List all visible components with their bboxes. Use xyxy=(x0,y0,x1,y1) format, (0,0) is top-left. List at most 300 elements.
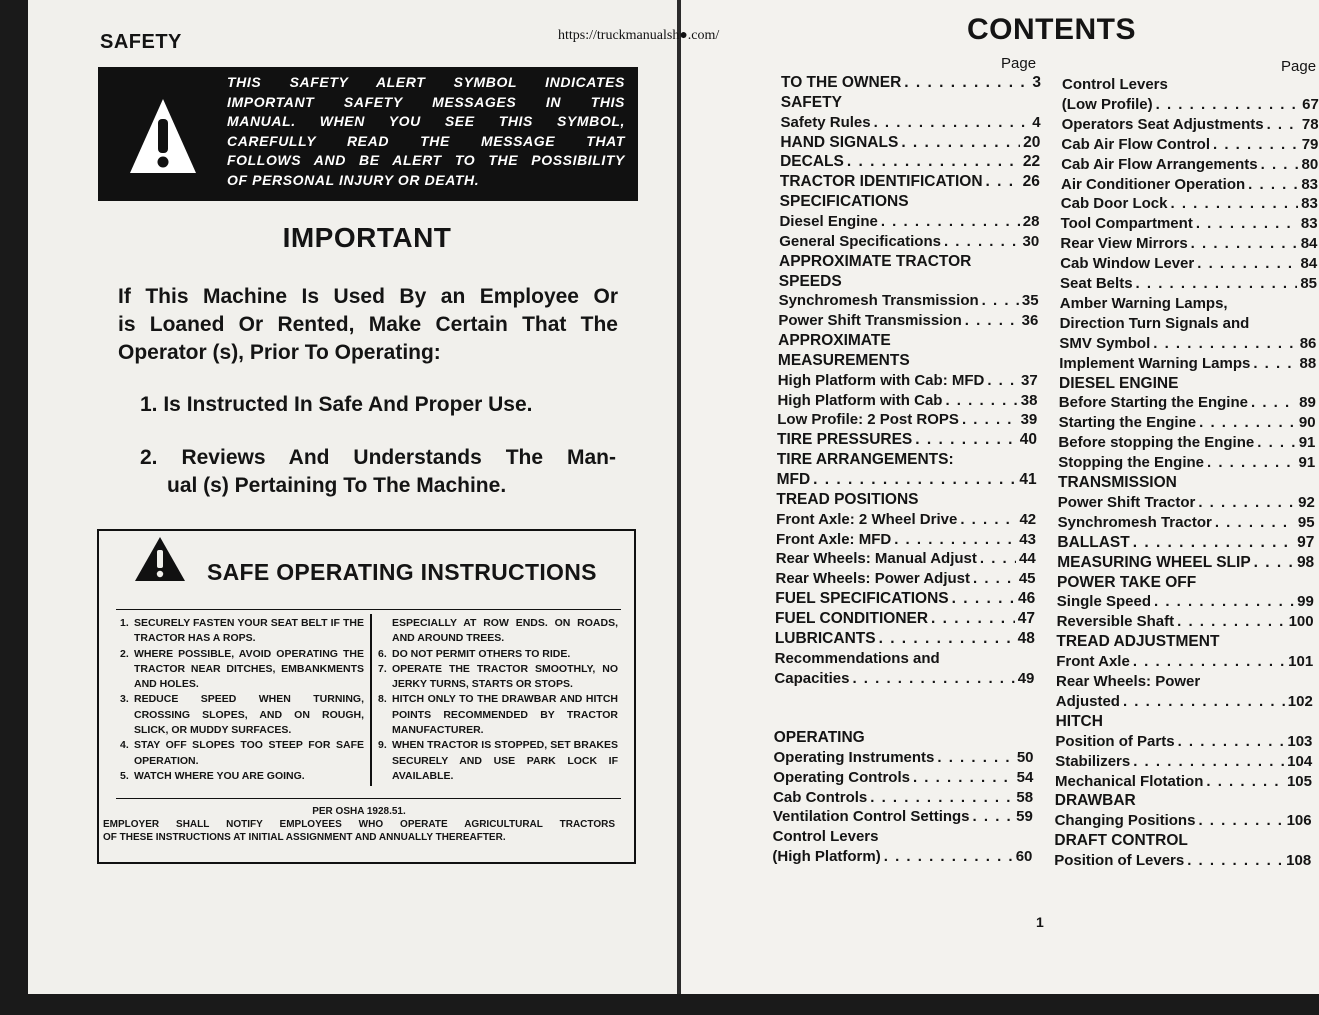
entry-title: Position of Levers xyxy=(1054,852,1185,870)
contents-entry xyxy=(778,311,1038,331)
safety-rule xyxy=(378,616,618,647)
dot-leader xyxy=(982,291,1019,311)
safety-rule xyxy=(120,738,364,769)
entry-page-number: 3 xyxy=(1032,74,1041,91)
contents-entry xyxy=(777,410,1037,430)
rule-number: 1. xyxy=(120,617,129,629)
entry-page-number: 88 xyxy=(1299,354,1317,372)
dot-leader xyxy=(1198,811,1283,831)
entry-page-number: 44 xyxy=(1019,550,1036,568)
safe-operating-title: SAFE OPERATING INSTRUCTIONS xyxy=(207,559,597,585)
dot-leader xyxy=(1191,234,1298,254)
entry-page-number: 97 xyxy=(1297,533,1315,551)
dot-leader xyxy=(874,113,1030,133)
entry-title: HAND SIGNALS xyxy=(780,133,899,151)
osha-footer xyxy=(103,805,615,844)
contents-entry xyxy=(1057,592,1314,612)
entry-title: FUEL CONDITIONER xyxy=(775,609,929,627)
contents-entry xyxy=(777,450,1037,470)
contents-entry xyxy=(774,669,1034,689)
entry-title: TREAD POSITIONS xyxy=(776,490,919,508)
dot-leader xyxy=(1154,592,1294,612)
page-header: SAFETY xyxy=(100,31,182,53)
dot-leader xyxy=(973,807,1014,827)
entry-title: Rear Wheels: Power Adjust xyxy=(775,570,970,588)
dot-leader xyxy=(915,430,1017,450)
contents-entry xyxy=(1055,732,1312,752)
entry-title: Direction Turn Signals and xyxy=(1059,314,1250,332)
safety-rule xyxy=(378,692,618,738)
column-divider xyxy=(370,614,372,786)
contents-entry xyxy=(773,768,1033,788)
entry-title: DRAFT CONTROL xyxy=(1054,832,1188,850)
entry-title: Mechanical Flotation xyxy=(1055,772,1204,790)
rule-number: 6. xyxy=(378,647,387,660)
contents-entry xyxy=(1055,772,1312,792)
contents-entry xyxy=(1058,513,1315,533)
entry-title: Low Profile: 2 Post ROPS xyxy=(777,411,959,429)
entry-title: Before Starting the Engine xyxy=(1058,394,1248,412)
intro-line: If This Machine Is Used By an Employee Or xyxy=(118,285,618,308)
entry-title: Operators Seat Adjustments xyxy=(1061,115,1264,133)
entry-title: APPROXIMATE TRACTOR xyxy=(779,252,972,270)
contents-entry xyxy=(1055,791,1312,811)
entry-page-number: 39 xyxy=(1020,411,1038,429)
contents-entry xyxy=(1055,811,1312,831)
entry-page-number: 91 xyxy=(1298,454,1316,472)
contents-entry xyxy=(776,549,1036,569)
contents-entry xyxy=(774,748,1034,768)
contents-entry xyxy=(779,272,1039,292)
rule-text: WHERE POSSIBLE, AVOID OPERATING THE TRACTOR NEAR DITCHES, EMBANKMENTS AND HOLES. xyxy=(134,647,364,691)
dot-leader xyxy=(1187,851,1283,871)
alert-line: IMPORTANT SAFETY MESSAGES IN THIS xyxy=(227,93,625,110)
entry-page-number: 78 xyxy=(1301,115,1319,133)
entry-title: Tool Compartment xyxy=(1060,215,1193,233)
rules-right-column xyxy=(378,616,618,784)
contents-entry xyxy=(1054,831,1311,851)
entry-page-number: 83 xyxy=(1301,195,1318,213)
entry-title: Capacities xyxy=(774,669,850,687)
dot-leader xyxy=(1261,155,1299,175)
dot-leader xyxy=(1170,194,1298,214)
rule-text: SECURELY FASTEN YOUR SEAT BELT IF THE TRACTOR HAS A ROPS. xyxy=(134,617,364,645)
entry-title: POWER TAKE OFF xyxy=(1057,573,1197,591)
entry-title: TO THE OWNER xyxy=(781,74,902,91)
entry-title: MFD xyxy=(776,471,811,488)
entry-page-number: 38 xyxy=(1020,391,1038,409)
contents-entry xyxy=(1054,851,1311,871)
bottom-edge xyxy=(0,994,1319,1015)
intro-paragraph xyxy=(118,283,618,367)
contents-entry xyxy=(773,827,1033,847)
entry-page-number: 100 xyxy=(1288,613,1314,631)
safe-operating-rules xyxy=(116,609,621,799)
entry-title: Air Conditioner Operation xyxy=(1061,175,1246,193)
contents-entry xyxy=(1057,553,1314,573)
entry-page-number: 28 xyxy=(1022,212,1040,230)
entry-page-number: 79 xyxy=(1301,135,1319,153)
safety-rule xyxy=(120,769,364,784)
safety-rule xyxy=(378,647,618,662)
contents-entry xyxy=(775,629,1035,649)
entry-title: Operating Controls xyxy=(773,768,910,786)
contents-entry xyxy=(1059,413,1316,433)
alert-text xyxy=(227,73,625,190)
rule-number: 9. xyxy=(378,739,387,752)
contents-entry xyxy=(776,510,1036,530)
page-number: 1 xyxy=(1036,914,1044,930)
intro-line: Operator (s), Prior To Operating: xyxy=(118,341,441,364)
dot-leader xyxy=(1215,513,1295,533)
rule-text: WHEN TRACTOR IS STOPPED, SET BRAKES SECURELY AND USE PARK LOCK IF AVAILABLE. xyxy=(392,739,618,782)
dot-leader xyxy=(1133,652,1285,672)
dot-leader xyxy=(1199,413,1296,433)
entry-title: Single Speed xyxy=(1056,593,1151,611)
dot-leader xyxy=(1251,393,1296,413)
dot-leader xyxy=(1133,533,1294,553)
contents-entry xyxy=(1058,473,1315,493)
dot-leader xyxy=(973,569,1016,589)
contents-entry xyxy=(776,530,1036,550)
entry-page-number: 60 xyxy=(1015,848,1033,866)
important-heading: IMPORTANT xyxy=(282,222,452,253)
contents-entry xyxy=(1059,334,1316,354)
dot-leader xyxy=(884,847,1013,867)
rule-number xyxy=(378,616,392,647)
dot-leader xyxy=(1207,453,1295,473)
entry-title: Starting the Engine xyxy=(1058,414,1197,432)
contents-entry xyxy=(1058,433,1315,453)
entry-page-number: 30 xyxy=(1022,232,1040,250)
entry-title: Amber Warning Lamps, xyxy=(1059,294,1228,312)
entry-title: Adjusted xyxy=(1055,692,1120,710)
entry-page-number: 58 xyxy=(1016,788,1034,806)
contents-entry xyxy=(775,649,1035,669)
entry-title: Diesel Engine xyxy=(779,212,878,230)
entry-title: Stabilizers xyxy=(1055,752,1131,770)
dot-leader xyxy=(1196,214,1298,234)
dot-leader xyxy=(980,549,1016,569)
contents-entry xyxy=(779,232,1039,252)
contents-entry xyxy=(779,212,1039,232)
entry-title: General Specifications xyxy=(779,232,941,250)
entry-page-number: 22 xyxy=(1022,153,1041,171)
contents-entry xyxy=(1056,672,1313,692)
intro-line: is Loaned Or Rented, Make Certain That The xyxy=(118,313,618,336)
contents-entry xyxy=(1056,632,1313,652)
entry-title: Front Axle: MFD xyxy=(775,530,892,548)
dot-leader xyxy=(1206,772,1284,792)
entry-title: Control Levers xyxy=(772,828,879,846)
entry-page-number: 59 xyxy=(1016,808,1033,826)
dot-leader xyxy=(945,391,1017,411)
contents-entry xyxy=(778,371,1038,391)
alert-line: MANUAL. WHEN YOU SEE THIS SYMBOL, xyxy=(227,113,625,129)
entry-title: High Platform with Cab: MFD xyxy=(777,371,985,389)
entry-title: Front Axle: 2 Wheel Drive xyxy=(776,510,958,528)
entry-title: Cab Window Lever xyxy=(1060,255,1195,273)
entry-page-number: 84 xyxy=(1300,235,1318,253)
contents-entry xyxy=(772,847,1032,867)
dot-leader xyxy=(881,212,1020,232)
safety-rule xyxy=(120,692,364,738)
dot-leader xyxy=(960,510,1016,530)
entry-page-number: 47 xyxy=(1017,609,1036,627)
entry-title: DECALS xyxy=(780,153,844,171)
contents-entry xyxy=(775,609,1035,629)
entry-title: Cab Air Flow Arrangements xyxy=(1061,155,1258,173)
dot-leader xyxy=(1177,612,1285,632)
entry-title: Power Shift Tractor xyxy=(1057,493,1196,511)
contents-entry xyxy=(1056,652,1313,672)
entry-title: Cab Controls xyxy=(773,788,868,806)
entry-title: Before stopping the Engine xyxy=(1058,434,1255,452)
entry-page-number: 45 xyxy=(1018,570,1036,588)
rule-number: 4. xyxy=(120,739,129,752)
step-1: 1. Is Instructed In Safe And Proper Use. xyxy=(140,393,533,416)
dot-leader xyxy=(913,768,1014,788)
entry-title: (Low Profile) xyxy=(1061,95,1153,113)
safety-alert-box xyxy=(98,67,638,201)
entry-title: (High Platform) xyxy=(772,848,881,866)
contents-entry xyxy=(1055,752,1312,772)
entry-title: Rear Wheels: Power xyxy=(1056,673,1201,690)
entry-page-number: 41 xyxy=(1019,471,1037,488)
osha-line: EMPLOYER SHALL NOTIFY EMPLOYEES WHO OPERATE AGRICULTURAL TRACTORS xyxy=(103,819,615,830)
dot-leader xyxy=(852,669,1014,689)
entry-page-number: 37 xyxy=(1021,371,1038,389)
dot-leader xyxy=(962,410,1018,430)
entry-title: Synchromesh Tractor xyxy=(1057,513,1212,531)
entry-title: DIESEL ENGINE xyxy=(1059,374,1179,392)
entry-title: Ventilation Control Settings xyxy=(772,808,970,826)
entry-title: Synchromesh Transmission xyxy=(778,292,979,310)
dot-leader xyxy=(1197,254,1297,274)
entry-page-number: 104 xyxy=(1287,752,1313,770)
osha-line: PER OSHA 1928.51. xyxy=(312,806,406,817)
entry-page-number: 83 xyxy=(1300,215,1318,233)
entry-page-number: 108 xyxy=(1286,852,1312,870)
dot-leader xyxy=(952,589,1015,609)
entry-title: Changing Positions xyxy=(1054,812,1196,830)
rule-number: 2. xyxy=(120,647,129,660)
dot-leader xyxy=(1178,732,1285,752)
contents-entry xyxy=(1062,115,1319,135)
contents-entry xyxy=(776,490,1036,510)
dot-leader xyxy=(1257,433,1295,453)
dot-leader xyxy=(965,311,1019,331)
dot-leader xyxy=(1156,95,1299,115)
entry-page-number: 26 xyxy=(1022,173,1040,191)
osha-line: OF THESE INSTRUCTIONS AT INITIAL ASSIGNMENT AND ANNUALLY THEREAFTER. xyxy=(103,832,506,843)
contents-entry xyxy=(1061,175,1318,195)
contents-entry xyxy=(1060,314,1317,334)
entry-title: Operating Instruments xyxy=(773,748,935,766)
entry-title: Stopping the Engine xyxy=(1058,454,1205,472)
contents-entry xyxy=(781,113,1041,133)
dot-leader xyxy=(1213,135,1299,155)
entry-page-number: 46 xyxy=(1018,590,1036,608)
entry-page-number: 84 xyxy=(1300,255,1318,273)
dot-leader xyxy=(1248,175,1298,195)
contents-entry xyxy=(775,589,1035,609)
entry-page-number: 98 xyxy=(1296,553,1315,571)
contents-entry xyxy=(778,351,1038,371)
dot-leader xyxy=(1133,752,1284,772)
dot-leader xyxy=(987,371,1018,391)
rule-text: HITCH ONLY TO THE DRAWBAR AND HITCH POINTS RECOMMENDED BY TRACTOR MANUFACTURER. xyxy=(392,693,618,737)
rule-text: DO NOT PERMIT OTHERS TO RIDE. xyxy=(392,647,571,660)
contents-entry xyxy=(777,430,1037,450)
contents-entry xyxy=(774,728,1034,748)
entry-page-number: 42 xyxy=(1019,510,1037,528)
page-column-label: Page xyxy=(1001,55,1037,72)
contents-entry xyxy=(776,569,1036,589)
contents-entry xyxy=(1060,234,1317,254)
dot-leader xyxy=(904,73,1029,93)
entry-page-number: 105 xyxy=(1286,772,1312,790)
safety-rule xyxy=(120,647,364,693)
entry-page-number: 48 xyxy=(1017,629,1035,647)
entry-page-number: 91 xyxy=(1298,434,1316,452)
contents-entry xyxy=(1058,493,1315,513)
dot-leader xyxy=(1254,553,1294,573)
entry-page-number: 4 xyxy=(1032,113,1041,131)
entry-page-number: 86 xyxy=(1299,334,1317,352)
entry-title: HITCH xyxy=(1055,712,1103,730)
rule-number: 5. xyxy=(120,769,129,782)
contents-entry xyxy=(1058,453,1315,473)
dot-leader xyxy=(1153,334,1296,354)
entry-title: MEASURING WHEEL SLIP xyxy=(1057,553,1251,571)
entry-title: Recommendations and xyxy=(774,649,940,667)
entry-title: Cab Door Lock xyxy=(1060,195,1168,213)
dot-leader xyxy=(1267,115,1299,135)
step-2-line-1: 2. Reviews And Understands The Man- xyxy=(140,446,616,469)
exclamation-triangle-icon xyxy=(128,97,198,175)
entry-page-number: 102 xyxy=(1287,692,1313,710)
entry-title: MEASUREMENTS xyxy=(777,351,910,369)
entry-page-number: 103 xyxy=(1287,732,1313,750)
entry-page-number: 101 xyxy=(1288,653,1314,671)
entry-title: Front Axle xyxy=(1056,653,1130,671)
contents-entry xyxy=(1056,712,1313,732)
rule-text: OPERATE THE TRACTOR SMOOTHLY, NO JERKY TURNS, STARTS OR STOPS. xyxy=(392,662,618,691)
entry-page-number: 89 xyxy=(1299,394,1316,412)
contents-entry xyxy=(779,252,1039,272)
page-column-label: Page xyxy=(1281,58,1317,75)
entry-title: Position of Parts xyxy=(1055,732,1175,750)
dot-leader xyxy=(847,152,1020,172)
entry-title: Implement Warning Lamps xyxy=(1059,354,1251,372)
entry-page-number: 67 xyxy=(1302,95,1319,113)
entry-title: Rear Wheels: Manual Adjust xyxy=(775,550,977,568)
contents-entry xyxy=(1061,135,1318,155)
contents-entry xyxy=(1061,194,1318,214)
entry-page-number: 99 xyxy=(1297,593,1314,611)
contents-entry xyxy=(777,391,1037,411)
entry-title: Control Levers xyxy=(1062,76,1168,93)
entry-title: High Platform with Cab xyxy=(777,391,943,409)
dot-leader xyxy=(870,788,1013,808)
contents-entry xyxy=(1060,294,1317,314)
entry-page-number: 83 xyxy=(1301,175,1318,193)
contents-entry xyxy=(780,133,1040,153)
rule-text: ESPECIALLY AT ROW ENDS. ON ROADS, AND AROUND TREES. xyxy=(392,617,618,645)
contents-entry xyxy=(773,807,1033,827)
dot-leader xyxy=(986,172,1020,192)
dot-leader xyxy=(1198,493,1295,513)
rules-left-column xyxy=(120,616,364,784)
dot-leader xyxy=(813,470,1016,490)
dot-leader xyxy=(1123,692,1285,712)
entry-page-number: 35 xyxy=(1021,292,1039,310)
entry-page-number: 95 xyxy=(1297,513,1315,531)
entry-page-number: 49 xyxy=(1017,669,1035,687)
rule-number: 3. xyxy=(120,693,129,706)
rule-number: 8. xyxy=(378,693,387,706)
contents-entry xyxy=(773,788,1033,808)
entry-title: LUBRICANTS xyxy=(774,629,876,647)
contents-entry xyxy=(781,73,1041,93)
entry-title: BALLAST xyxy=(1057,533,1130,551)
entry-page-number: 54 xyxy=(1016,768,1034,786)
dot-leader xyxy=(1136,274,1298,294)
entry-title: Reversible Shaft xyxy=(1056,613,1175,631)
contents-entry xyxy=(1057,573,1314,593)
entry-title: TRACTOR IDENTIFICATION xyxy=(779,173,983,191)
entry-title: Power Shift Transmission xyxy=(778,312,962,330)
dot-leader xyxy=(894,530,1016,550)
rule-number: 7. xyxy=(378,662,387,675)
rule-text: WATCH WHERE YOU ARE GOING. xyxy=(134,769,305,782)
entry-title: SPECIFICATIONS xyxy=(779,193,909,211)
contents-entry xyxy=(1056,692,1313,712)
entry-title: SPEEDS xyxy=(778,272,842,290)
entry-title: SAFETY xyxy=(780,93,842,111)
entry-title: Rear View Mirrors xyxy=(1060,235,1188,253)
step-2-line-2: ual (s) Pertaining To The Machine. xyxy=(167,474,507,497)
contents-entry xyxy=(1062,75,1319,95)
entry-title: DRAWBAR xyxy=(1054,792,1136,810)
dot-leader xyxy=(901,133,1020,153)
contents-entry xyxy=(777,470,1037,490)
contents-entry xyxy=(780,192,1040,212)
safety-rule xyxy=(378,738,618,784)
contents-title: CONTENTS xyxy=(967,13,1136,46)
rule-text: STAY OFF SLOPES TOO STEEP FOR SAFE OPERATION. xyxy=(134,739,364,767)
dot-leader xyxy=(931,609,1015,629)
entry-page-number: 85 xyxy=(1300,275,1317,292)
contents-entry xyxy=(1060,254,1317,274)
contents-entry xyxy=(1059,393,1316,413)
entry-page-number: 106 xyxy=(1286,812,1312,830)
entry-page-number: 50 xyxy=(1016,748,1034,766)
contents-entry xyxy=(780,152,1040,172)
dot-leader xyxy=(944,232,1020,252)
contents-entry xyxy=(1062,95,1319,115)
alert-line: THIS SAFETY ALERT SYMBOL INDICATES xyxy=(227,74,625,90)
entry-title: TIRE ARRANGEMENTS: xyxy=(776,451,954,469)
contents-entry xyxy=(778,331,1038,351)
dot-leader xyxy=(937,748,1013,768)
entry-page-number: 20 xyxy=(1023,133,1041,151)
contents-entry xyxy=(779,291,1039,311)
dot-leader xyxy=(879,629,1015,649)
safety-rule xyxy=(378,662,618,693)
watermark-url: https://truckmanualsh●.com/ xyxy=(558,28,720,43)
